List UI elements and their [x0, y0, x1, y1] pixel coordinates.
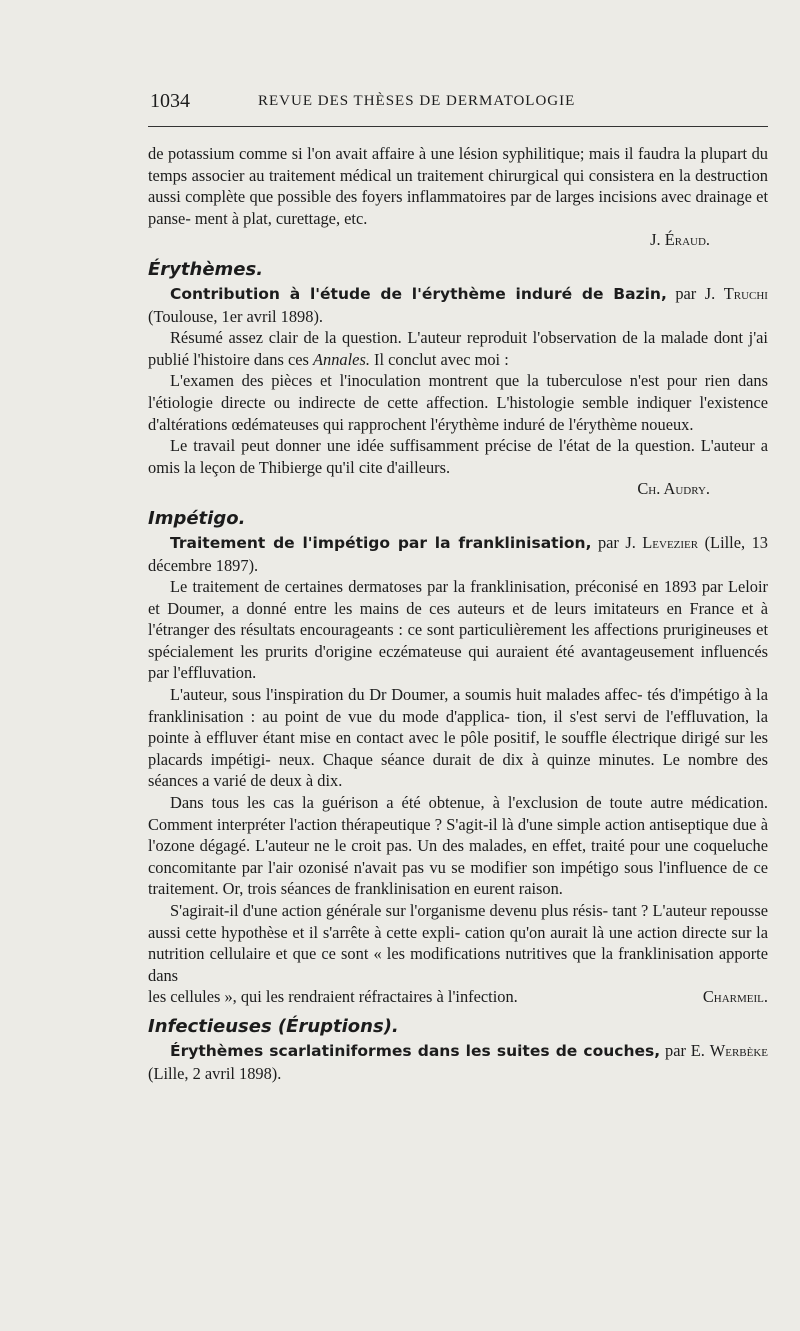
paragraph: Résumé assez clair de la question. L'auteur reproduit l'observation de la malade dont j'ai publié l'histoire dans ces Annales. Il conclut avec moi :: [148, 328, 768, 369]
section-heading: Érythèmes.: [148, 258, 264, 280]
paragraph: Le travail peut donner une idée suffisamment précise de l'état de la question. L'auteur a omis la leçon de Thibierge qu'il cite d'ailleurs.: [148, 436, 768, 477]
signature: Charmeil.: [702, 987, 768, 1007]
header-rule: [148, 126, 768, 127]
article-title: Érythèmes scarlatiniformes dans les suites de couches,: [170, 1041, 661, 1060]
running-head: REVUE DES THÈSES DE DERMATOLOGIE: [258, 93, 576, 109]
paragraph: S'agirait-il d'une action générale sur l'organisme devenu plus résis- tant ? L'auteur repousse aussi cette hypothèse et il s'arrête à cette expli- cation qu'on aurait là une action directe sur la nutrition cellulaire et que ce sont « les modifications nutritives que la franklinisation apporte dans: [148, 901, 768, 985]
article-header: Érythèmes scarlatiniformes dans les suites de couches, par E. Werbèke (Lille, 2 avril 1898).: [148, 1040, 768, 1083]
author-name: Werbèke: [709, 1040, 768, 1060]
paragraph-end: les cellules », qui les rendraient réfractaires à l'infection. Charmeil.: [148, 987, 768, 1007]
signature: Ch. Audry.: [637, 479, 710, 499]
intro-paragraph: de potassium comme si l'on avait affaire à une lésion syphilitique; mais il faudra la plupart du temps associer au traitement médical un traitement chirurgical qui consistera en la destruction aussi complète que possible des foyers inflammatoires par de larges incisions avec drainage et panse- ment à plat, curettage, etc.: [148, 144, 768, 228]
page-number: 1034: [150, 90, 190, 112]
section-heading: Infectieuses (Éruptions).: [148, 1015, 399, 1037]
paragraph: Dans tous les cas la guérison a été obtenue, à l'exclusion de toute autre médication. Comment interpréter l'action thérapeutique ? S'agit-il là d'une simple action antiseptique due à l'ozone dégagé. L'auteur ne le croit pas. Un des malades, en effet, traité pour une coqueluche concomitante par l'air ozonisé n'avait pas vu se modifier son impétigo sous l'influence de ce traitement. Or, trois séances de franklinisation en eurent raison.: [148, 793, 768, 899]
article-header: Traitement de l'impétigo par la franklinisation, par J. Levezier (Lille, 13 décembre 1897).: [148, 532, 768, 575]
author-name: Levezier: [642, 532, 699, 552]
paragraph: L'examen des pièces et l'inoculation montrent que la tuberculose n'est pour rien dans l'étiologie directe ou indirecte de cette affection. L'histologie semble indiquer l'existence d'altérations œdémateuses qui rapprochent l'érythème induré de l'érythème noueux.: [148, 371, 768, 434]
page-header: [150, 90, 768, 114]
paragraph: L'auteur, sous l'inspiration du Dr Doumer, a soumis huit malades affec- tés d'impétigo à la franklinisation : au point de vue du mode d'applica- tion, il s'est servi de l'effluvation, la pointe à effluver étant mise en contact avec le pôle positif, le souffle électrique dirigé sur les placards impétigi- neux. Chaque séance durait de dix à quinze minutes. Le nombre des séances a varié de deux à dix.: [148, 685, 768, 791]
author-name: Truchi: [723, 283, 768, 303]
signature: J. Éraud.: [650, 230, 710, 250]
paragraph: Le traitement de certaines dermatoses par la franklinisation, préconisé en 1893 par Leloir et Doumer, a donné entre les mains de ces auteurs et de leurs imitateurs en France et à l'étranger des résultats encourageants : ce sont particulièrement les affections prurigineuses et spécialement les prurits d'origine eczémateuse qui auraient été avantageusement influencés par l'effluvation.: [148, 577, 768, 683]
body-text: [148, 143, 768, 1084]
article-title: Contribution à l'étude de l'érythème induré de Bazin,: [170, 284, 667, 303]
article-header: Contribution à l'étude de l'érythème induré de Bazin, par J. Truchi (Toulouse, 1er avril 1898).: [148, 283, 768, 326]
section-heading: Impétigo.: [148, 507, 246, 529]
article-title: Traitement de l'impétigo par la franklinisation,: [170, 533, 592, 552]
